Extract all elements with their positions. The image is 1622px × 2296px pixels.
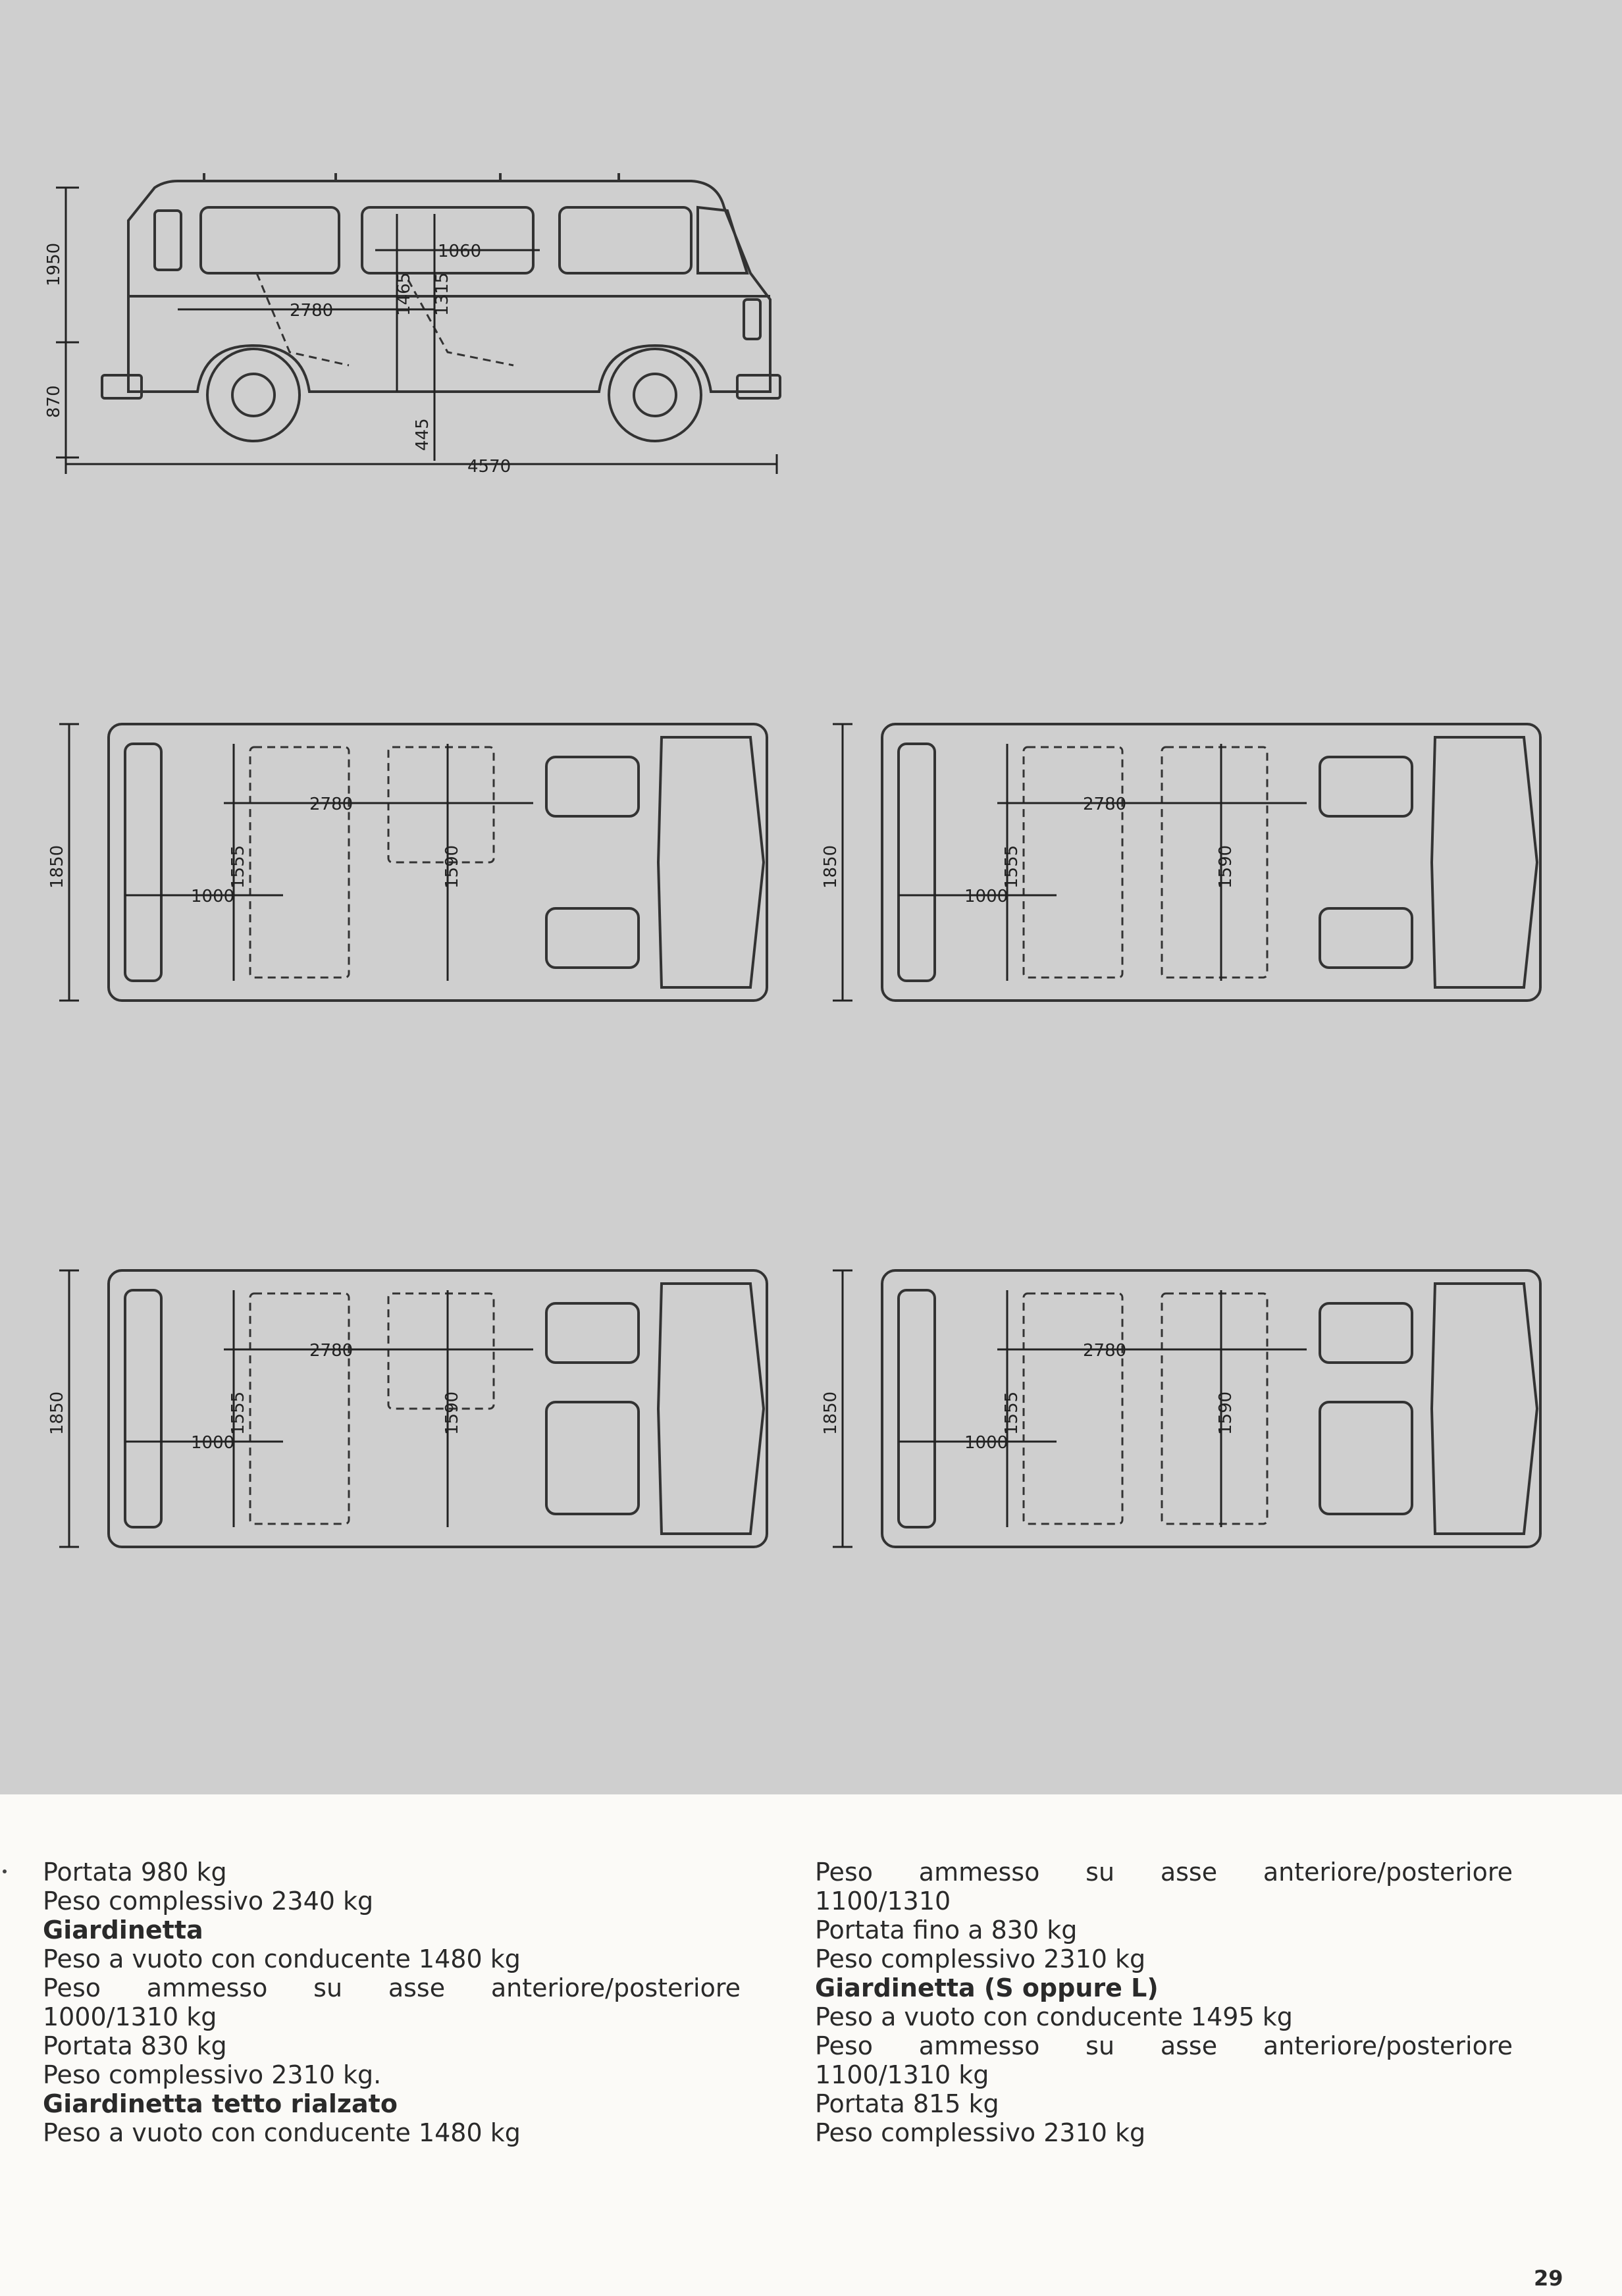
spec-line: Peso a vuoto con conducente 1495 kg: [815, 2002, 1293, 2031]
dim-ground-clearance: 445: [413, 418, 432, 451]
dim-seat-width-a: 1555: [228, 845, 248, 889]
top-view-drawing-1: [47, 711, 777, 1014]
spec-line: Portata fino a 830 kg: [815, 1916, 1078, 1944]
dim-interior-height-low: 1315: [432, 272, 452, 316]
dim-seat-width-b: 1590: [1216, 845, 1236, 889]
margin-mark: [3, 1869, 7, 1873]
top-view-drawing-2: [821, 711, 1550, 1014]
dim-floor-length: 2780: [1083, 795, 1127, 814]
side-view-drawing: [39, 168, 797, 477]
page-number: 29: [1534, 2266, 1563, 2291]
dim-interior-height-high: 1465: [394, 272, 414, 316]
spec-line: Peso complessivo 2310 kg: [815, 1944, 1146, 1973]
spec-line: 1000/1310 kg: [43, 2002, 217, 2031]
dim-total-height: 1950: [44, 242, 64, 286]
spec-line: Peso complessivo 2310 kg: [815, 2118, 1146, 2147]
spec-line: Peso ammesso su asse anteriore/posteriore: [43, 1973, 741, 2002]
dim-seat-width-b: 1590: [1216, 1391, 1236, 1435]
dim-width: 1850: [47, 1391, 67, 1435]
text-column-left: [43, 1858, 741, 2147]
spec-line: 1100/1310 kg: [815, 2060, 989, 2089]
dim-seat-width-a: 1555: [1002, 845, 1022, 889]
dim-seat-width-a: 1555: [228, 1391, 248, 1435]
spec-line: Portata 980 kg: [43, 1858, 227, 1887]
top-view-drawing-4: [821, 1257, 1550, 1560]
spec-line: Portata 815 kg: [815, 2089, 999, 2118]
dim-width: 1850: [47, 845, 67, 889]
dim-roof-window: 1060: [438, 242, 482, 261]
dim-rear-depth: 1000: [964, 1433, 1008, 1453]
dim-floor-length: 2780: [1083, 1341, 1127, 1361]
dim-total-length: 4570: [467, 457, 511, 477]
dim-rear-depth: 1000: [191, 1433, 235, 1453]
spec-line: Peso ammesso su asse anteriore/posteriore: [815, 1858, 1513, 1887]
text-column-right: [815, 1858, 1513, 2147]
section-heading: Giardinetta tetto rialzato: [43, 2089, 398, 2118]
section-heading: Giardinetta: [43, 1916, 203, 1944]
dim-seat-width-b: 1590: [442, 845, 462, 889]
spec-line: Peso complessivo 2310 kg.: [43, 2060, 382, 2089]
dim-interior-length: 2780: [290, 301, 334, 321]
spec-line: 1100/1310: [815, 1887, 951, 1916]
section-heading: Giardinetta (S oppure L): [815, 1973, 1159, 2002]
spec-line: Peso a vuoto con conducente 1480 kg: [43, 2118, 521, 2147]
spec-line: Peso ammesso su asse anteriore/posteriore: [815, 2031, 1513, 2060]
dim-width: 1850: [821, 845, 841, 889]
dim-width: 1850: [821, 1391, 841, 1435]
dim-floor-length: 2780: [309, 1341, 353, 1361]
dim-seat-width-b: 1590: [442, 1391, 462, 1435]
spec-line: Peso complessivo 2340 kg: [43, 1887, 374, 1916]
spec-line: Portata 830 kg: [43, 2031, 227, 2060]
spec-line: Peso a vuoto con conducente 1480 kg: [43, 1944, 521, 1973]
dim-rear-depth: 1000: [964, 887, 1008, 906]
dim-seat-width-a: 1555: [1002, 1391, 1022, 1435]
dim-rear-depth: 1000: [191, 887, 235, 906]
dim-floor-length: 2780: [309, 795, 353, 814]
dim-floor-height: 870: [44, 385, 64, 418]
top-view-drawing-3: [47, 1257, 777, 1560]
